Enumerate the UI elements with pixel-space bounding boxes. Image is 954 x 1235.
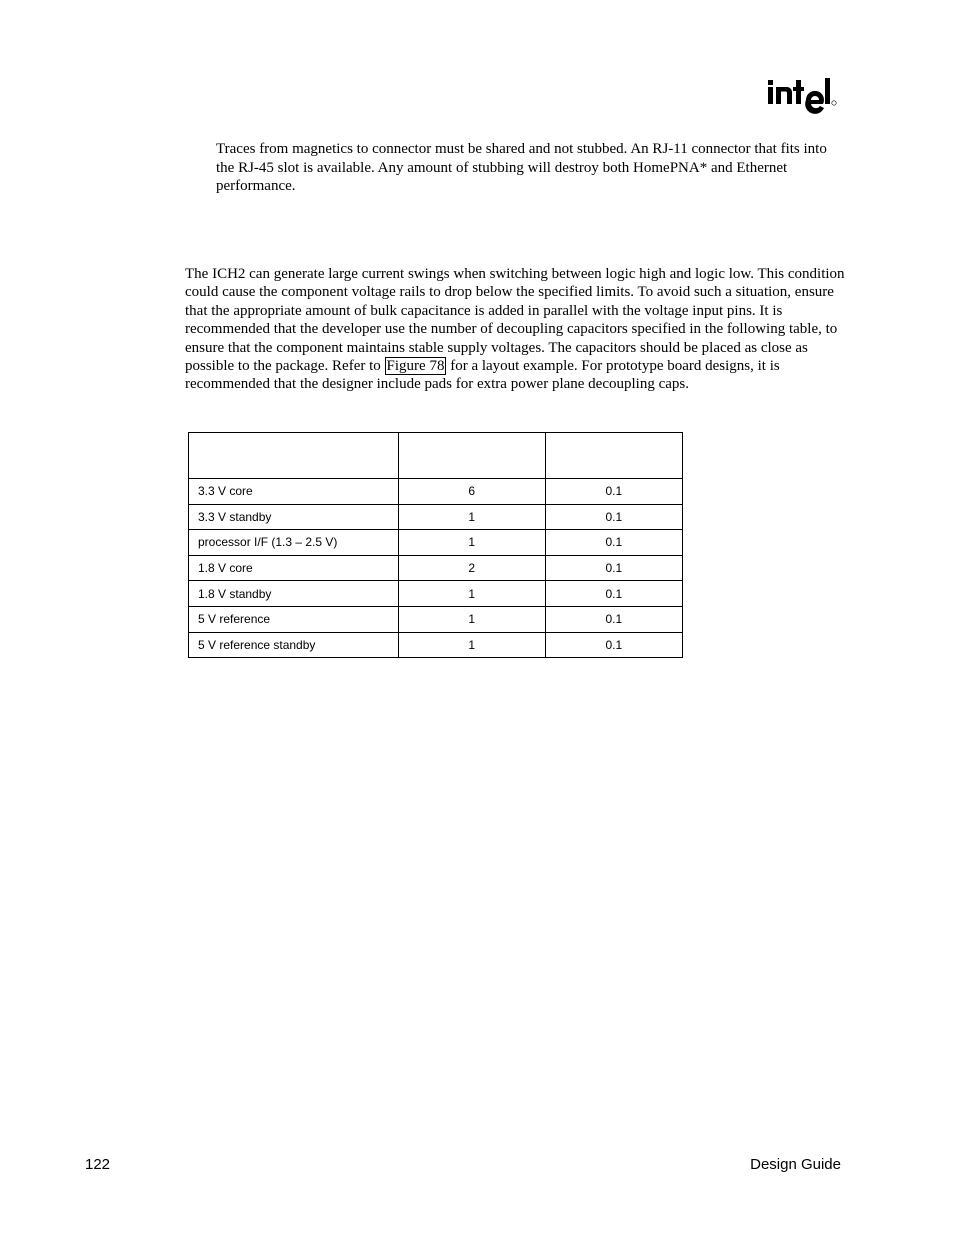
capacitor-value-cell: 0.1: [545, 632, 682, 658]
table-row: [189, 606, 683, 632]
figure-78-link[interactable]: Figure 78: [386, 358, 445, 375]
capacitor-value-cell: 0.1: [545, 606, 682, 632]
capacitor-value-cell: 0.1: [545, 504, 682, 530]
table-row: [189, 504, 683, 530]
rail-cell: 5 V reference standby: [189, 632, 399, 658]
quantity-cell: 1: [398, 504, 545, 530]
decoupling-capacitor-table: [188, 432, 683, 658]
capacitor-value-cell: 0.1: [545, 530, 682, 556]
quantity-cell: 6: [398, 479, 545, 505]
rail-cell: 1.8 V standby: [189, 581, 399, 607]
rail-cell: processor I/F (1.3 – 2.5 V): [189, 530, 399, 556]
paragraph-text-end: for a layout example. For prototype board designs, it is recommended that the designer include pads for extra power plane decoupling caps.: [185, 358, 780, 393]
table-row: [189, 530, 683, 556]
quantity-cell: 1: [398, 632, 545, 658]
capacitor-value-cell: 0.1: [545, 479, 682, 505]
rail-cell: 3.3 V standby: [189, 504, 399, 530]
table-row: [189, 632, 683, 658]
paragraph-text-start: The ICH2 can generate large current swings when switching between logic high and logic low. This condition could cause the component voltage rails to drop below the specified limits. To avoid such a situation, ensure that the appropriate amount of bulk capacitance is added in parallel with the voltage input pins. It is recommended that the developer use the number of decoupling capacitors specified in the following table, to ensure that the component maintains stable supply voltages. The capacitors should be placed as close as possible to the package. Refer to: [185, 266, 845, 375]
capacitor-value-cell: 0.1: [545, 581, 682, 607]
table-row: [189, 479, 683, 505]
table-row: [189, 581, 683, 607]
table-row: [189, 555, 683, 581]
page-number: 122: [85, 1156, 111, 1173]
document-title: Design Guide: [750, 1156, 841, 1173]
quantity-cell: 2: [398, 555, 545, 581]
decoupling-paragraph: [185, 265, 845, 394]
table-header-cell: [545, 433, 682, 479]
note-paragraph: Traces from magnetics to connector must be shared and not stubbed. An RJ-11 connector that fits into the RJ-45 slot is available. Any amount of stubbing will destroy both HomePNA* and Ethernet performance.: [216, 141, 827, 194]
quantity-cell: 1: [398, 530, 545, 556]
table-header-cell: [398, 433, 545, 479]
rail-cell: 3.3 V core: [189, 479, 399, 505]
quantity-cell: 1: [398, 581, 545, 607]
rail-cell: 5 V reference: [189, 606, 399, 632]
capacitor-value-cell: 0.1: [545, 555, 682, 581]
table-header-cell: [189, 433, 399, 479]
intel-logo-graphic: [766, 74, 838, 118]
table-header-row: [189, 433, 683, 479]
intel-logo-icon: [766, 74, 838, 118]
rail-cell: 1.8 V core: [189, 555, 399, 581]
quantity-cell: 1: [398, 606, 545, 632]
